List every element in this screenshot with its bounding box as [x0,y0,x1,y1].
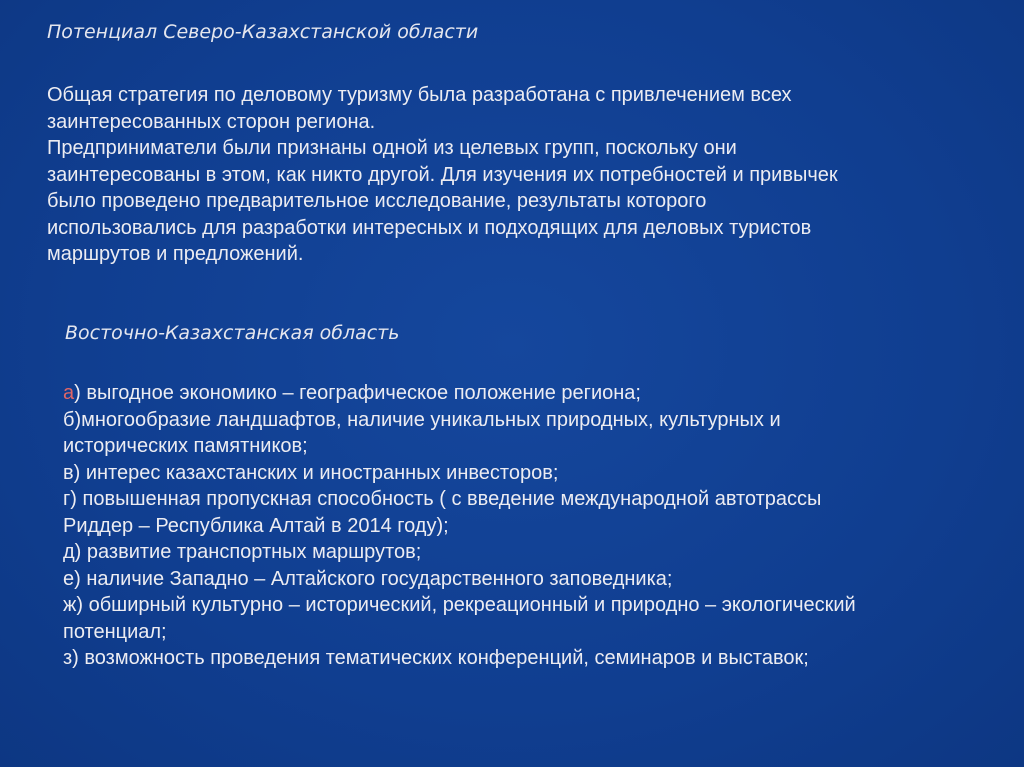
list-item: з) возможность проведения тематических конференций, семинаров и выставок; [63,647,809,669]
list-item: г) повышенная пропускная способность ( с введение международной автотрассы [63,488,822,510]
list-item: в) интерес казахстанских и иностранных инвесторов; [63,461,559,484]
paragraph-line: Предприниматели были признаны одной из целевых групп, поскольку они [47,137,737,159]
list-item [63,380,993,407]
list-item-continuation: Риддер – Республика Алтай в 2014 году); [63,514,449,537]
section-heading-north-kazakhstan: Потенциал Северо-Казахстанской области [47,21,479,43]
paragraph-line: заинтересованных сторон региона. [47,110,376,133]
list-item: ж) обширный культурно – исторический, рекреационный и природно – экологический [63,594,856,616]
strategy-paragraph [47,82,947,268]
paragraph-line: заинтересованы в этом, как никто другой. Для изучения их потребностей и привычек [47,163,838,186]
list-item-text: ) выгодное экономико – географическое положение региона; [74,382,641,404]
section-heading-east-kazakhstan: Восточно-Казахстанская область [65,322,400,344]
list-item: д) развитие транспортных маршрутов; [63,541,422,563]
list-item: б)многообразие ландшафтов, наличие уникальных природных, культурных и [63,408,781,431]
paragraph-line: маршрутов и предложений. [47,243,304,265]
list-marker: а [63,382,75,404]
list-item: е) наличие Западно – Алтайского государственного заповедника; [63,567,673,590]
list-item-continuation: исторических памятников; [63,435,308,457]
paragraph-line: было проведено предварительное исследование, результаты которого [47,190,707,212]
list-item-continuation: потенциал; [63,620,167,643]
paragraph-line: Общая стратегия по деловому туризму была разработана с привлечением всех [47,84,792,106]
advantages-list [63,380,993,672]
paragraph-line: использовались для разработки интересных и подходящих для деловых туристов [47,216,812,239]
